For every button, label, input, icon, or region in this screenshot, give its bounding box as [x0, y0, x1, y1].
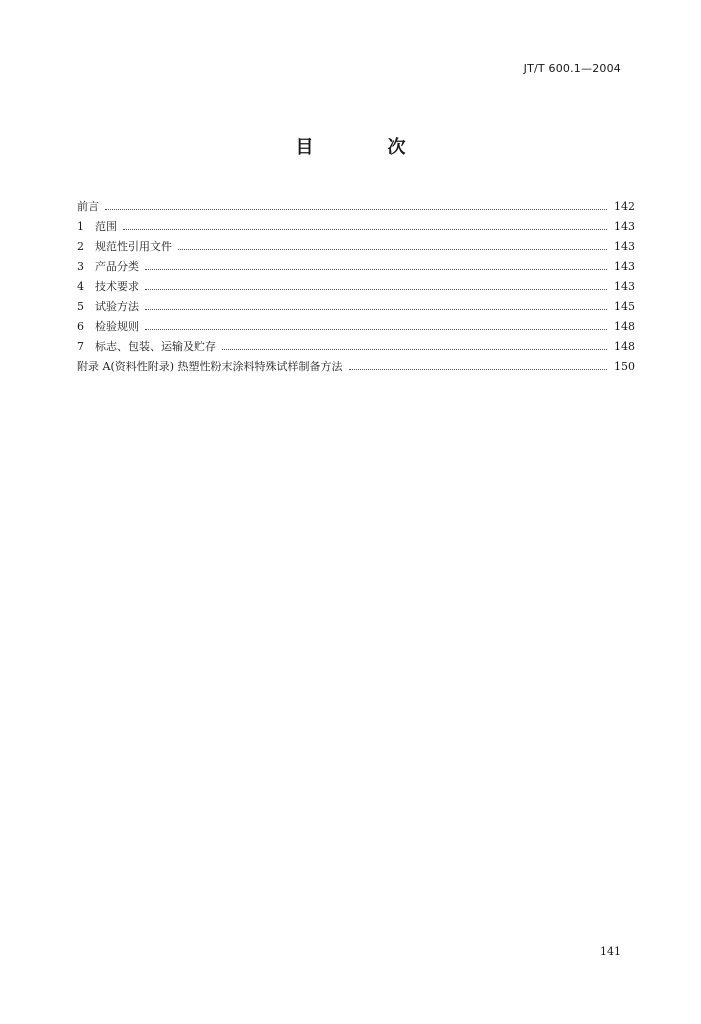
toc-label: 技术要求 [95, 280, 139, 293]
toc-leader-dots [145, 308, 607, 310]
toc-number: 1 [77, 220, 84, 233]
toc-entry-3[interactable] [77, 253, 635, 273]
toc-page-number: 150 [614, 360, 635, 373]
toc-number: 3 [77, 260, 84, 273]
toc-number: 2 [77, 240, 84, 253]
toc-page-number: 143 [614, 240, 635, 253]
toc-entry-foreword[interactable] [77, 193, 635, 213]
page-number: 141 [600, 945, 621, 958]
toc-label: 产品分类 [95, 260, 139, 273]
toc-page-number: 143 [614, 260, 635, 273]
toc-number: 4 [77, 280, 84, 293]
table-of-contents [77, 193, 635, 373]
toc-leader-dots [145, 268, 607, 270]
toc-number: 6 [77, 320, 84, 333]
toc-leader-dots [349, 368, 607, 370]
toc-leader-dots [178, 248, 607, 250]
toc-entry-6[interactable] [77, 313, 635, 333]
page-title: 目 次 [295, 137, 434, 158]
toc-label: 前言 [77, 200, 99, 213]
toc-leader-dots [222, 348, 607, 350]
toc-page-number: 143 [614, 280, 635, 293]
toc-label: 试验方法 [95, 300, 139, 313]
toc-leader-dots [105, 208, 607, 210]
toc-entry-1[interactable] [77, 213, 635, 233]
toc-entry-2[interactable] [77, 233, 635, 253]
toc-leader-dots [145, 328, 607, 330]
toc-label: 标志、包装、运输及贮存 [95, 340, 216, 353]
toc-label: 规范性引用文件 [95, 240, 172, 253]
toc-entry-5[interactable] [77, 293, 635, 313]
toc-page-number: 143 [614, 220, 635, 233]
toc-label: 范围 [95, 220, 117, 233]
toc-entry-7[interactable] [77, 333, 635, 353]
standard-code: JT/T 600.1—2004 [523, 62, 621, 75]
toc-page-number: 148 [614, 320, 635, 333]
toc-page-number: 145 [614, 300, 635, 313]
toc-page-number: 148 [614, 340, 635, 353]
toc-number: 5 [77, 300, 84, 313]
toc-entry-4[interactable] [77, 273, 635, 293]
toc-label: 附录 A(资料性附录) 热塑性粉末涂料特殊试样制备方法 [77, 360, 343, 373]
toc-number: 7 [77, 340, 84, 353]
toc-page-number: 142 [614, 200, 635, 213]
toc-label: 检验规则 [95, 320, 139, 333]
toc-leader-dots [123, 228, 607, 230]
toc-entry-appendix-a[interactable] [77, 353, 635, 373]
toc-leader-dots [145, 288, 607, 290]
